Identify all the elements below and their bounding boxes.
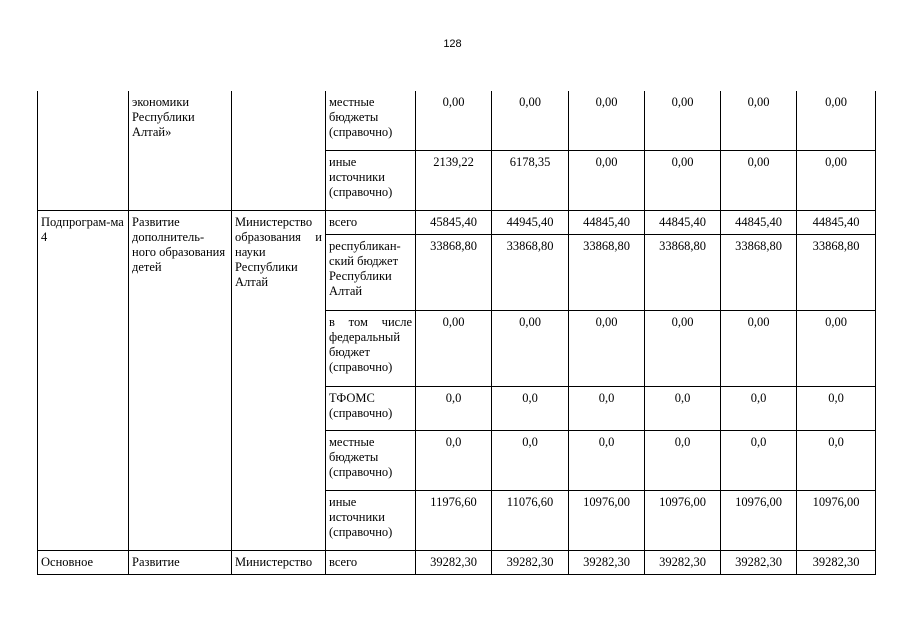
value-cell: 45845,40 <box>416 211 492 235</box>
value-cell: 39282,30 <box>645 551 721 575</box>
value-cell: 0,00 <box>492 311 569 387</box>
value-cell: 44945,40 <box>492 211 569 235</box>
value-cell: 0,00 <box>721 311 797 387</box>
executor-cell: Министерство образования и науки Республики Алтай <box>232 211 326 551</box>
source-cell: иные источники (справочно) <box>326 151 416 211</box>
name-cell: Развитие <box>129 551 232 575</box>
value-cell: 0,00 <box>797 151 876 211</box>
program-cell: Основное <box>38 551 129 575</box>
value-cell: 0,00 <box>721 151 797 211</box>
value-cell: 0,00 <box>416 311 492 387</box>
value-cell: 0,00 <box>569 311 645 387</box>
value-cell: 44845,40 <box>569 211 645 235</box>
value-cell: 44845,40 <box>645 211 721 235</box>
value-cell: 10976,00 <box>797 491 876 551</box>
source-cell: иные источники (справочно) <box>326 491 416 551</box>
value-cell: 0,0 <box>492 431 569 491</box>
value-cell: 0,0 <box>569 387 645 431</box>
value-cell: 0,00 <box>645 311 721 387</box>
value-cell: 2139,22 <box>416 151 492 211</box>
value-cell: 39282,30 <box>797 551 876 575</box>
program-cell: Подпрограм-ма 4 <box>38 211 129 551</box>
value-cell: 11076,60 <box>492 491 569 551</box>
table-row <box>38 551 876 575</box>
value-cell: 39282,30 <box>416 551 492 575</box>
source-cell: ТФОМС (справочно) <box>326 387 416 431</box>
source-cell: в том числе федеральный бюджет (справочно) <box>326 311 416 387</box>
source-cell: всего <box>326 551 416 575</box>
value-cell: 44845,40 <box>721 211 797 235</box>
value-cell: 0,00 <box>645 91 721 151</box>
executor-cell <box>232 91 326 211</box>
source-cell: местные бюджеты (справочно) <box>326 431 416 491</box>
value-cell: 0,00 <box>569 151 645 211</box>
value-cell: 6178,35 <box>492 151 569 211</box>
value-cell: 0,00 <box>645 151 721 211</box>
source-cell: местные бюджеты (справочно) <box>326 91 416 151</box>
source-cell: республикан-ский бюджет Республики Алтай <box>326 235 416 311</box>
budget-table <box>37 91 876 575</box>
value-cell: 0,0 <box>569 431 645 491</box>
value-cell: 0,0 <box>645 387 721 431</box>
value-cell: 0,0 <box>721 431 797 491</box>
value-cell: 0,00 <box>797 311 876 387</box>
value-cell: 44845,40 <box>797 211 876 235</box>
value-cell: 0,00 <box>797 91 876 151</box>
table-row <box>38 211 876 235</box>
value-cell: 0,0 <box>797 387 876 431</box>
value-cell: 0,0 <box>645 431 721 491</box>
value-cell: 33868,80 <box>492 235 569 311</box>
value-cell: 0,0 <box>721 387 797 431</box>
program-cell <box>38 91 129 211</box>
value-cell: 33868,80 <box>569 235 645 311</box>
value-cell: 0,0 <box>416 431 492 491</box>
value-cell: 0,0 <box>416 387 492 431</box>
value-cell: 33868,80 <box>721 235 797 311</box>
value-cell: 39282,30 <box>721 551 797 575</box>
value-cell: 0,0 <box>797 431 876 491</box>
table-row <box>38 91 876 151</box>
value-cell: 10976,00 <box>721 491 797 551</box>
name-cell: экономики Республики Алтай» <box>129 91 232 211</box>
value-cell: 0,00 <box>416 91 492 151</box>
value-cell: 39282,30 <box>492 551 569 575</box>
value-cell: 33868,80 <box>645 235 721 311</box>
executor-cell: Министерство <box>232 551 326 575</box>
source-cell: всего <box>326 211 416 235</box>
value-cell: 10976,00 <box>645 491 721 551</box>
value-cell: 0,00 <box>492 91 569 151</box>
value-cell: 11976,60 <box>416 491 492 551</box>
name-cell: Развитие дополнитель-ного образования детей <box>129 211 232 551</box>
value-cell: 0,00 <box>721 91 797 151</box>
value-cell: 0,0 <box>492 387 569 431</box>
value-cell: 10976,00 <box>569 491 645 551</box>
value-cell: 33868,80 <box>416 235 492 311</box>
page-number: 128 <box>443 38 462 50</box>
value-cell: 0,00 <box>569 91 645 151</box>
value-cell: 39282,30 <box>569 551 645 575</box>
value-cell: 33868,80 <box>797 235 876 311</box>
